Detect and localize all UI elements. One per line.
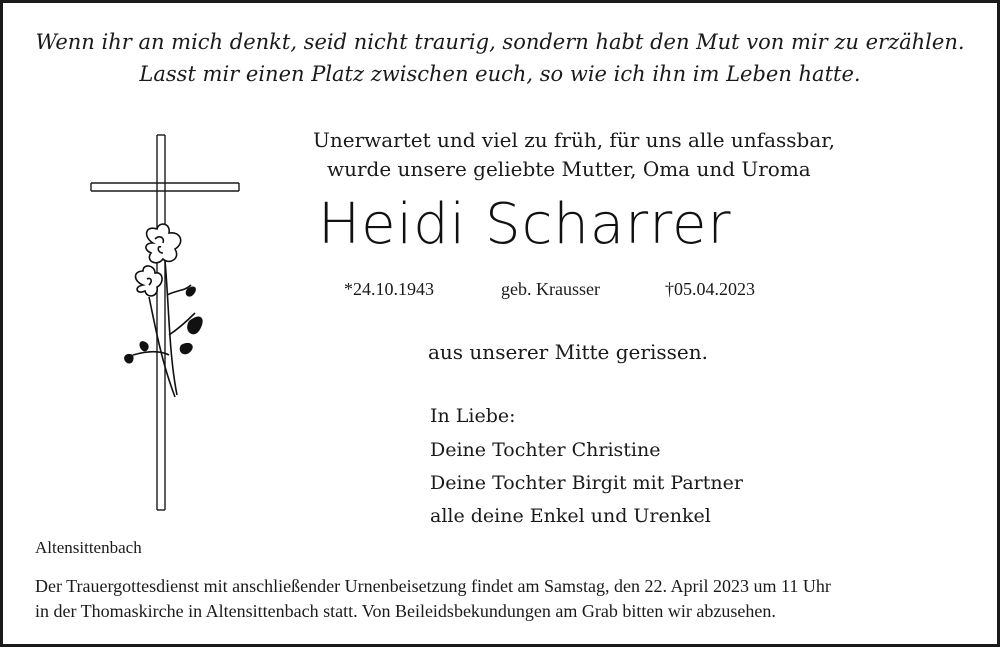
quote-line-2: Lasst mir einen Platz zwischen euch, so wie ich ihn im Leben hatte. [139, 62, 861, 86]
service-line-2: in der Thomaskirche in Altensittenbach statt. Von Beileidsbekundungen am Grab bitten wir abzusehen. [35, 601, 776, 621]
birth-date: *24.10.1943 [344, 279, 434, 299]
service-line-1: Der Trauergottesdienst mit anschließender Urnenbeisetzung findet am Samstag, den 22. April 2023 um 11 Uhr [35, 576, 831, 596]
mourner-line: Deine Tochter Christine [430, 439, 661, 461]
maiden-name: geb. Krausser [501, 279, 600, 299]
mourner-line: Deine Tochter Birgit mit Partner [430, 472, 743, 494]
cross-icon [85, 125, 245, 520]
mourners-heading: In Liebe: [430, 405, 516, 427]
place-name: Altensittenbach [35, 538, 142, 557]
deceased-name: Heidi Scharrer [318, 192, 732, 257]
closing-line: aus unserer Mitte gerissen. [428, 340, 708, 364]
cross-with-rose [85, 125, 245, 525]
death-date: †05.04.2023 [665, 279, 755, 299]
intro-line-2: wurde unsere geliebte Mutter, Oma und Uroma [327, 157, 811, 181]
rose-icon [133, 224, 195, 397]
intro-line-1: Unerwartet und viel zu früh, für uns alle unfassbar, [313, 128, 835, 152]
mourner-line: alle deine Enkel und Urenkel [430, 505, 711, 527]
quote-line-1: Wenn ihr an mich denkt, seid nicht traurig, sondern habt den Mut von mir zu erzählen. [35, 30, 965, 54]
